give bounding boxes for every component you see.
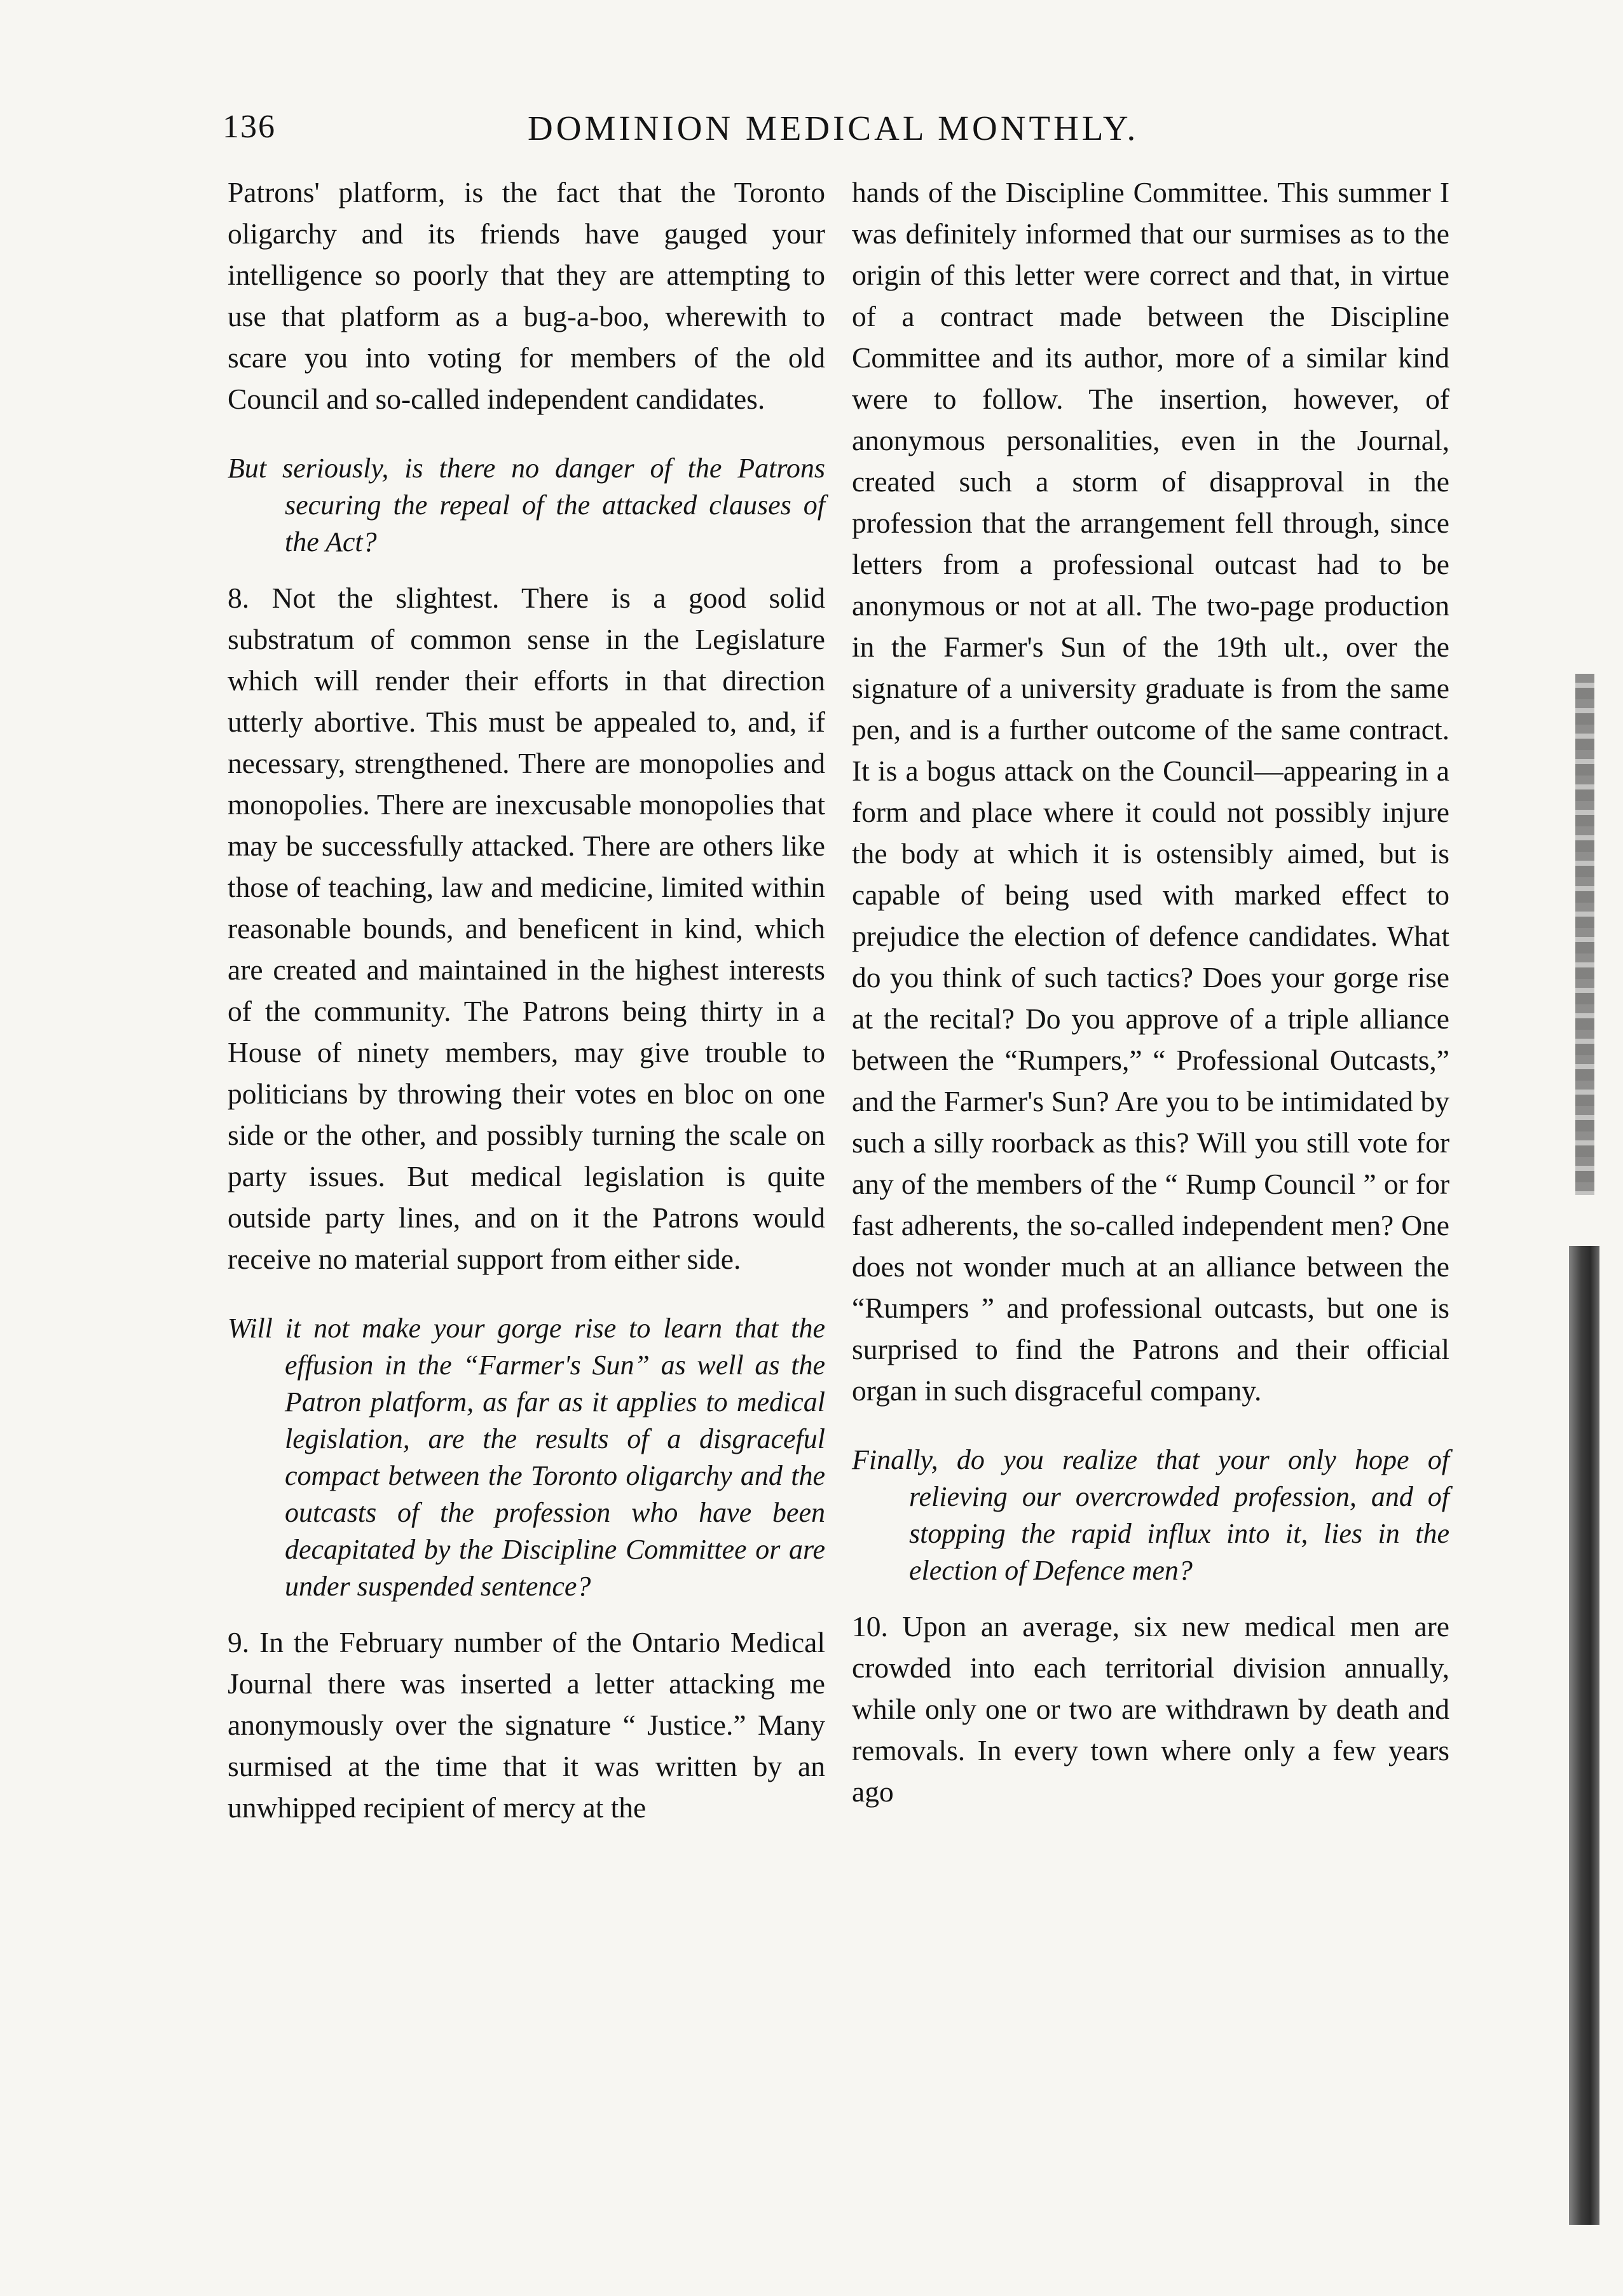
- scan-margin-shadow: [1569, 1246, 1599, 2225]
- right-column: [852, 172, 1449, 1812]
- paragraph-9: 9. In the February number of the Ontario Medical Journal there was inserted a letter attacking me anonymously over the signature “ Justice.” Many surmised at the time that it was written by an unwhipped recipient of mercy at the: [228, 1626, 825, 1824]
- paragraph-continuation: hands of the Discipline Committee. This summer I was definitely informed that our surmises as to the origin of this letter were correct and that, in virtue of a contract made between the Discipline Committee and its author, more of a similar kind were to follow. The insertion, however, of anonymous personalities, even in the Journal, created such a storm of disapproval in the profession that the arrangement fell through, since letters from a professional outcast had to be anonymous or not at all. The two-page production in the Farmer's Sun of the 19th ult., over the signature of a university graduate is from the same pen, and is a further outcome of the same contract. It is a bogus attack on the Council—appearing in a form and place where it could not possibly injure the body at which it is ostensibly aimed, but is capable of being used with marked effect to prejudice the election of defence candidates. What do you think of such tactics? Does your gorge rise at the recital? Do you approve of a triple alliance between the “Rumpers,” “ Professional Outcasts,” and the Farmer's Sun? Are you to be intimidated by such a silly roorback as this? Will you still vote for any of the members of the “ Rump Council ” or for fast adherents, the so-called independent men? One does not wonder much at an alliance between the “Rumpers ” and professional outcasts, but one is surprised to find the Patrons and their official organ in such disgraceful company.: [852, 176, 1449, 1407]
- question-heading: Finally, do you realize that your only hope of relieving our overcrowded profession, and of stopping the rapid influx into it, lies in the election of Defence men?: [852, 1444, 1449, 1586]
- paragraph-8: 8. Not the slightest. There is a good solid substratum of common sense in the Legislature which will render their efforts in that direction utterly abortive. This must be appealed to, and, if necessary, strengthened. There are monopolies and monopolies. There are inexcusable monopolies that may be successfully attacked. There are others like those of teaching, law and medicine, limited within reasonable bounds, and beneficent in kind, which are created and maintained in the highest interests of the community. The Patrons being thirty in a House of ninety members, may give trouble to politicians by throwing their votes en bloc on one side or the other, and possibly turning the scale on party issues. But medical legislation is quite outside party lines, and on it the Patrons would receive no material support from either side.: [228, 582, 825, 1275]
- page-number: 136: [223, 109, 276, 145]
- question-heading: Will it not make your gorge rise to learn that the effusion in the “Farmer's Sun” as well as the Patron platform, as far as it applies to medical legislation, are the results of a disgraceful compact between the Toronto oligarchy and the outcasts of the profession who have been decapitated by the Discipline Committee or are under suspended sentence?: [228, 1313, 825, 1602]
- left-column: [228, 172, 825, 1828]
- paragraph-continuation: Patrons' platform, is the fact that the Toronto oligarchy and its friends have gauged your intelligence so poorly that they are attempting to use that platform as a bug-a-boo, wherewith to scare you into voting for members of the old Council and so-called independent candidates.: [228, 176, 825, 415]
- paragraph-10: 10. Upon an average, six new medical men are crowded into each territorial division annually, while only one or two are withdrawn by death and removals. In every town where only a few years ago: [852, 1610, 1449, 1808]
- scan-margin-shadow: [1575, 674, 1594, 1195]
- question-heading: But seriously, is there no danger of the Patrons securing the repeal of the attacked clauses of the Act?: [228, 453, 825, 557]
- page-header: [0, 108, 1623, 159]
- running-title: DOMINION MEDICAL MONTHLY.: [528, 109, 1139, 147]
